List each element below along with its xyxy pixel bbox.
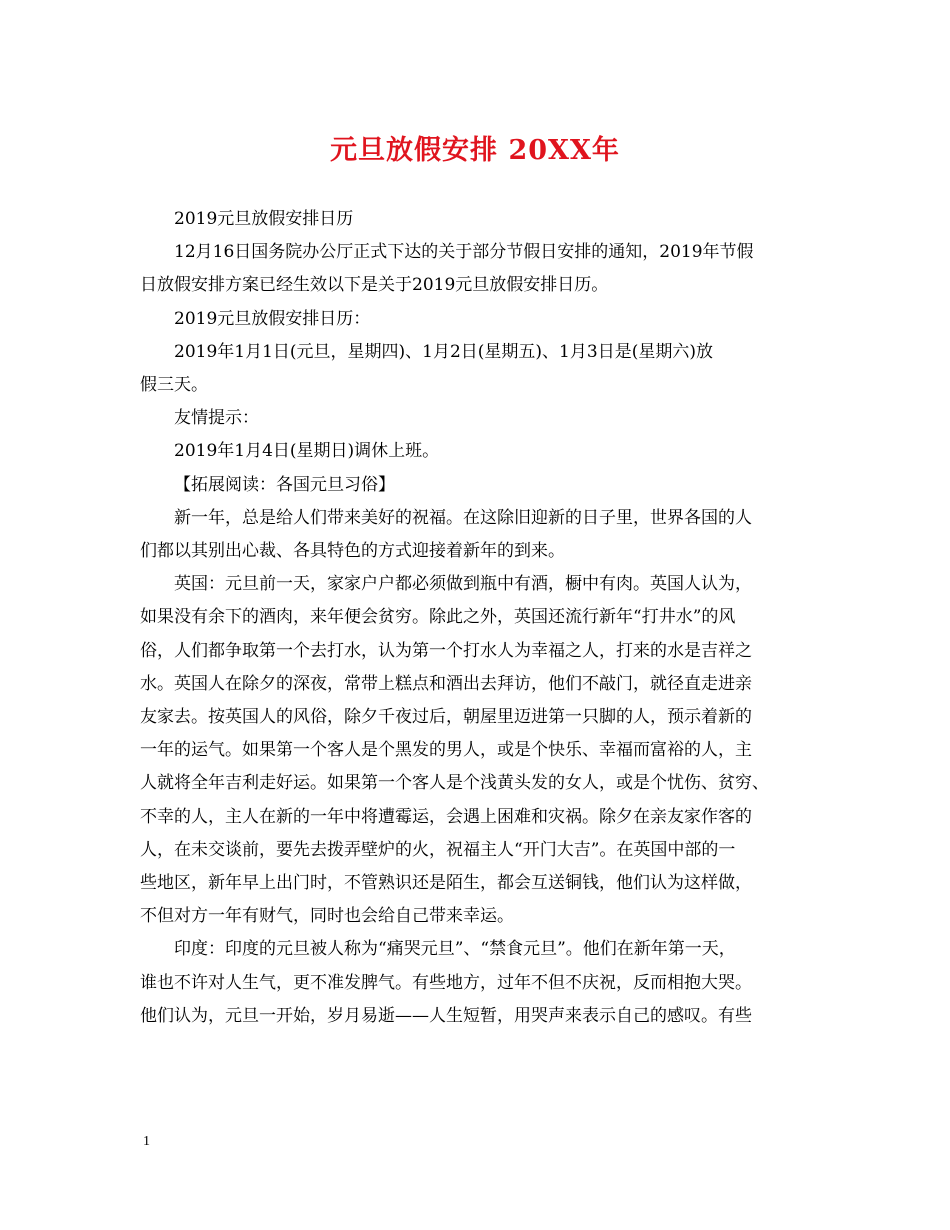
text-line: 如果没有余下的酒肉，来年便会贫穷。除此之外，英国还流行新年“打井水”的风 [140,607,736,628]
text-line: 印度：印度的元旦被人称为“痛哭元旦”、“禁食元旦”。他们在新年第一天， [174,939,736,960]
text-line: 英国：元旦前一天，家家户户都必须做到瓶中有酒，橱中有肉。英国人认为， [174,574,752,595]
text-line: 日放假安排方案已经生效以下是关于2019元旦放假安排日历。 [140,275,609,296]
text-line: 2019年1月1日(元旦，星期四)、1月2日(星期五)、1月3日是(星期六)放 [174,341,713,362]
text-line: 不但对方一年有财气，同时也会给自己带来幸运。 [140,906,514,927]
text-line: 些地区，新年早上出门时，不管熟识还是陌生，都会互送铜钱，他们认为这样做， [140,873,752,894]
text-line: 水。英国人在除夕的深夜，常带上糕点和酒出去拜访，他们不敲门，就径直走进亲 [140,673,752,694]
text-line: 2019年1月4日(星期日)调休上班。 [174,441,440,462]
text-line: 新一年，总是给人们带来美好的祝福。在这除旧迎新的日子里，世界各国的人 [174,507,752,528]
text-line: 2019元旦放假安排日历 [174,209,354,229]
text-line: 们都以其别出心裁、各具特色的方式迎接着新年的到来。 [140,541,565,562]
text-line: 假三天。 [140,375,208,396]
text-line: 2019元旦放假安排日历： [174,308,371,329]
text-line: 12月16日国务院办公厅正式下达的关于部分节假日安排的通知，2019年节假 [174,242,754,263]
text-line: 人就将全年吉利走好运。如果第一个客人是个浅黄头发的女人，或是个忧伤、贫穷、 [140,773,769,794]
page-title: 元旦放假安排 20XX年 [330,135,620,166]
text-line: 俗，人们都争取第一个去打水，认为第一个打水人为幸福之人，打来的水是吉祥之 [140,640,752,661]
text-line: 人，在未交谈前，要先去拨弄壁炉的火，祝福主人“开门大吉”。在英国中部的一 [140,839,736,860]
text-line: 他们认为，元旦一开始，岁月易逝——人生短暂，用哭声来表示自己的感叹。有些 [140,1005,752,1026]
page-number: 1 [143,1134,150,1149]
text-line: 不幸的人，主人在新的一年中将遭霉运，会遇上困难和灾祸。除夕在亲友家作客的 [140,806,752,827]
text-line: 谁也不许对人生气，更不准发脾气。有些地方，过年不但不庆祝，反而相抱大哭。 [140,972,752,993]
text-line: 友家去。按英国人的风俗，除夕千夜过后，朝屋里迈进第一只脚的人，预示着新的 [140,707,752,728]
text-line: 友情提示： [174,408,259,429]
document-body [140,203,820,1033]
text-line: 一年的运气。如果第一个客人是个黑发的男人，或是个快乐、幸福而富裕的人，主 [140,740,752,761]
text-line: 【拓展阅读：各国元旦习俗】 [174,474,395,495]
